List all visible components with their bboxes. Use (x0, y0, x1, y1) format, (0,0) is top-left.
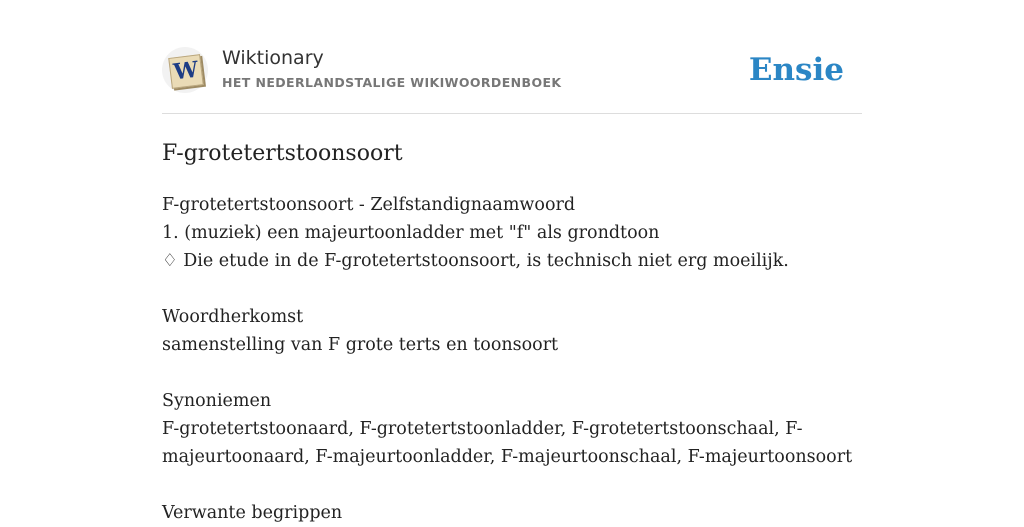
etymology-heading: Woordherkomst (162, 307, 304, 327)
synonyms-list-line: majeurtoonaard, F-majeurtoonladder, F-majeurtoonschaal, F-majeurtoonsoort (162, 447, 853, 467)
site-title[interactable]: Wiktionary (222, 47, 324, 69)
entry-content (162, 114, 862, 527)
page (162, 0, 862, 527)
site-subtitle: HET NEDERLANDSTALIGE WIKIWOORDENBOEK (222, 75, 562, 90)
ensie-brand-logo[interactable]: Ensie (748, 52, 844, 88)
page-title: F-grotetertstoonsoort (162, 141, 403, 166)
logo-tile: W (168, 54, 204, 89)
definition-heading: F-grotetertstoonsoort - Zelfstandignaamwoord (162, 195, 576, 215)
spacer (162, 359, 862, 387)
spacer (162, 275, 862, 303)
related-heading: Verwante begrippen (162, 503, 343, 523)
site-header (162, 0, 862, 114)
etymology-text: samenstelling van F grote terts en toonsoort (162, 335, 559, 355)
spacer (162, 471, 862, 499)
example-sentence: ♢ Die etude in de F-grotetertstoonsoort, is technisch niet erg moeilijk. (162, 251, 789, 271)
definition-item: 1. (muziek) een majeurtoonladder met "f" als grondtoon (162, 223, 660, 243)
entry-body (162, 191, 862, 527)
wiktionary-logo-icon[interactable] (162, 47, 208, 93)
synonyms-list-line: F-grotetertstoonaard, F-grotetertstoonladder, F-grotetertstoonschaal, F- (162, 419, 803, 439)
synonyms-heading: Synoniemen (162, 391, 272, 411)
